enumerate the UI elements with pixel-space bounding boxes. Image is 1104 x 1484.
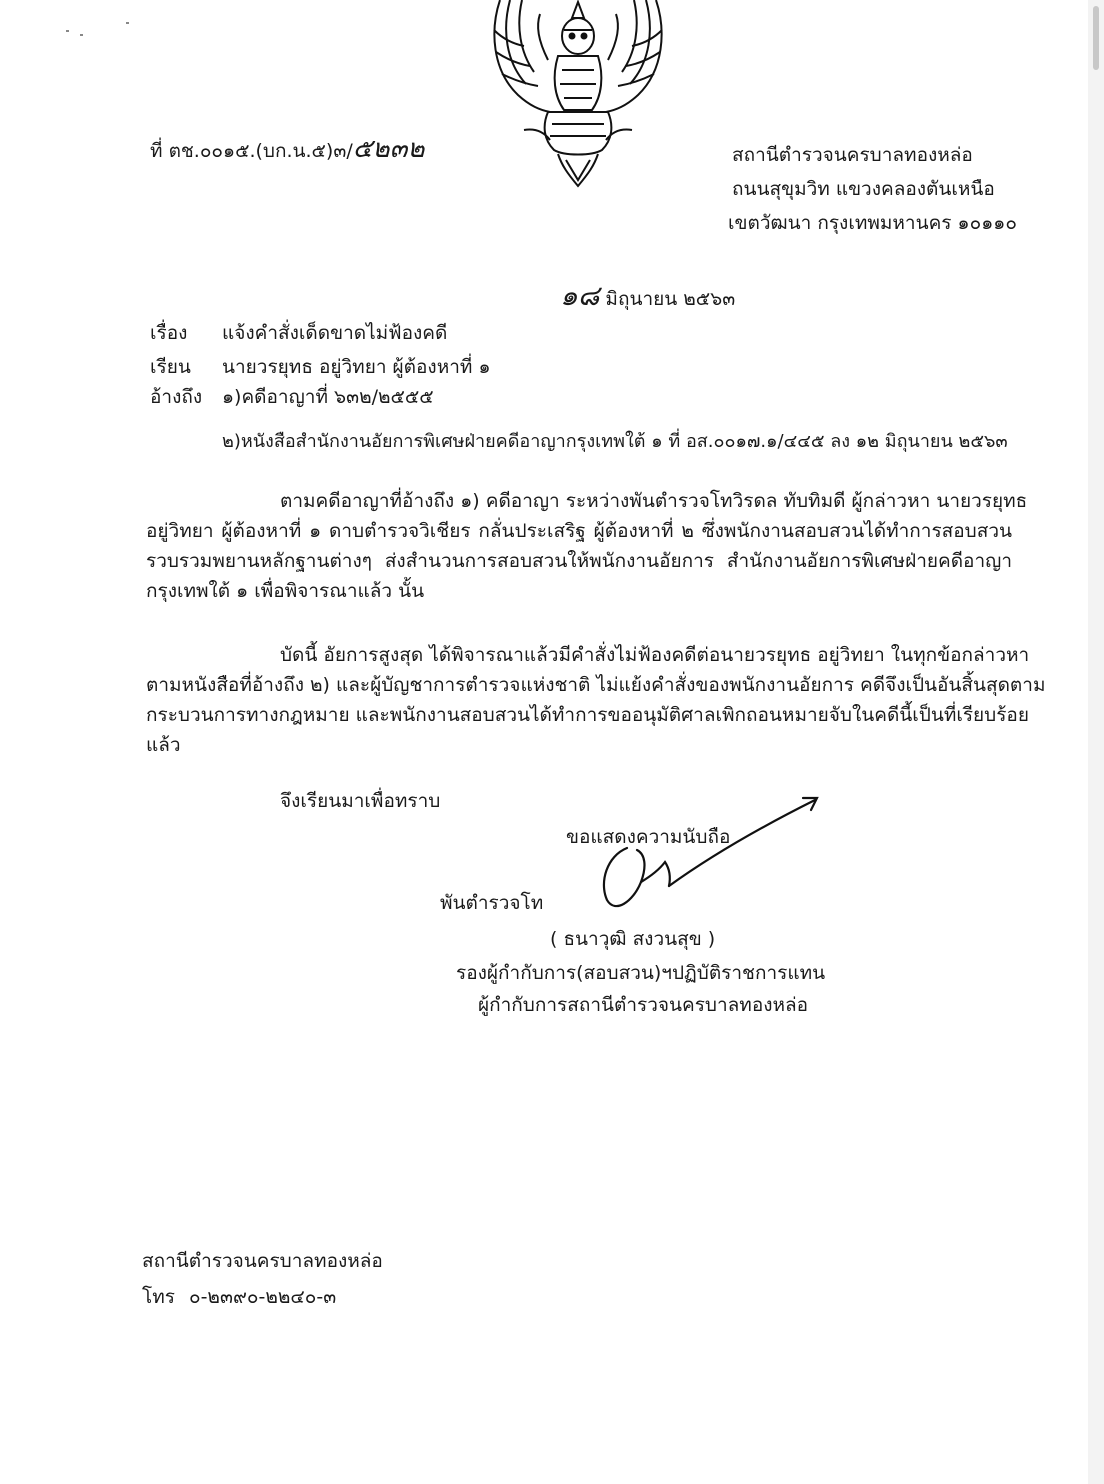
footer-phone-label: โทร (142, 1286, 175, 1308)
scan-speck (66, 30, 69, 32)
reference-number (150, 128, 424, 169)
body-paragraph-1 (146, 486, 1028, 606)
paragraph-line: อยู่วิทยา ผู้ต้องหาที่ ๑ ดาบตำรวจวิเชียร กลั่นประเสริฐ ผู้ต้องหาที่ ๒ ซึ่งพนักงานสอบสวนได้ทำการสอบสวน (146, 520, 1012, 542)
subject-label: เรื่อง (150, 322, 188, 344)
paragraph-line: กรุงเทพใต้ ๑ เพื่อพิจารณาแล้ว นั้น (146, 580, 425, 602)
address-line-3: เขตวัฒนา กรุงเทพมหานคร ๑๐๑๑๐ (728, 212, 1017, 234)
letter-date (560, 274, 735, 318)
garuda-emblem-icon (488, 0, 668, 192)
paragraph-line: แล้ว (146, 734, 181, 756)
paragraph-line: ตามคดีอาญาที่อ้างถึง ๑) คดีอาญา ระหว่างพันตำรวจโทวิรดล ทับทิมดี ผู้กล่าวหา นายวรยุทธ (280, 490, 1028, 512)
reference-item-1: ๑)คดีอาญาที่ ๖๓๒/๒๕๕๕ (222, 386, 434, 408)
closing-line: จึงเรียนมาเพื่อทราบ (280, 790, 441, 812)
paragraph-line: บัดนี้ อัยการสูงสุด ได้พิจารณาแล้วมีคำสั่งไม่ฟ้องคดีต่อนายวรยุทธ อยู่วิทยา ในทุกข้อกล่าวหา (280, 644, 1030, 666)
reference-number-handwritten: ๕๒๓๒ (352, 134, 425, 164)
signer-position-1: รองผู้กำกับการ(สอบสวน)ฯปฏิบัติราชการแทน (456, 962, 826, 984)
date-month-year: มิถุนายน ๒๕๖๓ (605, 288, 736, 310)
reference-item-2: ๒)หนังสือสำนักงานอัยการพิเศษฝ่ายคดีอาญากรุงเทพใต้ ๑ ที่ อส.๐๐๑๗.๑/๔๔๕ ลง ๑๒ มิถุนายน ๒๕๖๓ (222, 431, 1008, 452)
scan-speck (126, 22, 129, 24)
footer-office: สถานีตำรวจนครบาลทองหล่อ (142, 1250, 383, 1272)
footer-phone-number: ๐-๒๓๙๐-๒๒๔๐-๓ (188, 1286, 337, 1308)
paragraph-line: กระบวนการทางกฎหมาย และพนักงานสอบสวนได้ทำการขออนุมัติศาลเพิกถอนหมายจับในคดีนี้เป็นที่เรียบร้อย (146, 704, 1029, 726)
scrollbar-thumb[interactable] (1093, 6, 1099, 70)
reference-label: อ้างถึง (150, 386, 203, 408)
vertical-scrollbar[interactable] (1088, 0, 1104, 1484)
subject-value: แจ้งคำสั่งเด็ดขาดไม่ฟ้องคดี (222, 322, 448, 344)
paragraph-line: รวบรวมพยานหลักฐานต่างๆ ส่งสำนวนการสอบสวนให้พนักงานอัยการ สำนักงานอัยการพิเศษฝ่ายคดีอาญา (146, 550, 1012, 572)
paragraph-line: ตามหนังสือที่อ้างถึง ๒) และผู้บัญชาการตำรวจแห่งชาติ ไม่แย้งคำสั่งของพนักงานอัยการ คดีจึงเป็นอันสิ้นสุดตาม (146, 674, 1046, 696)
body-paragraph-2 (146, 640, 1046, 760)
salutation: ขอแสดงความนับถือ (566, 826, 731, 848)
address-line-1: สถานีตำรวจนครบาลทองหล่อ (732, 144, 973, 166)
to-label: เรียน (150, 356, 191, 378)
address-line-2: ถนนสุขุมวิท แขวงคลองตันเหนือ (732, 178, 995, 200)
footer-phone (142, 1282, 336, 1312)
to-value: นายวรยุทธ อยู่วิทยา ผู้ต้องหาที่ ๑ (222, 356, 491, 378)
date-day-handwritten: ๑๘ (560, 279, 600, 312)
handwritten-signature (585, 790, 825, 920)
signer-position-2: ผู้กำกับการสถานีตำรวจนครบาลทองหล่อ (478, 994, 809, 1016)
signer-name: ( ธนาวุฒิ สงวนสุข ) (550, 928, 716, 950)
reference-prefix: ที่ ตช.๐๐๑๕.(บก.น.๕)๓/ (150, 140, 353, 162)
signer-rank: พันตำรวจโท (440, 892, 544, 914)
scan-speck (80, 34, 83, 36)
